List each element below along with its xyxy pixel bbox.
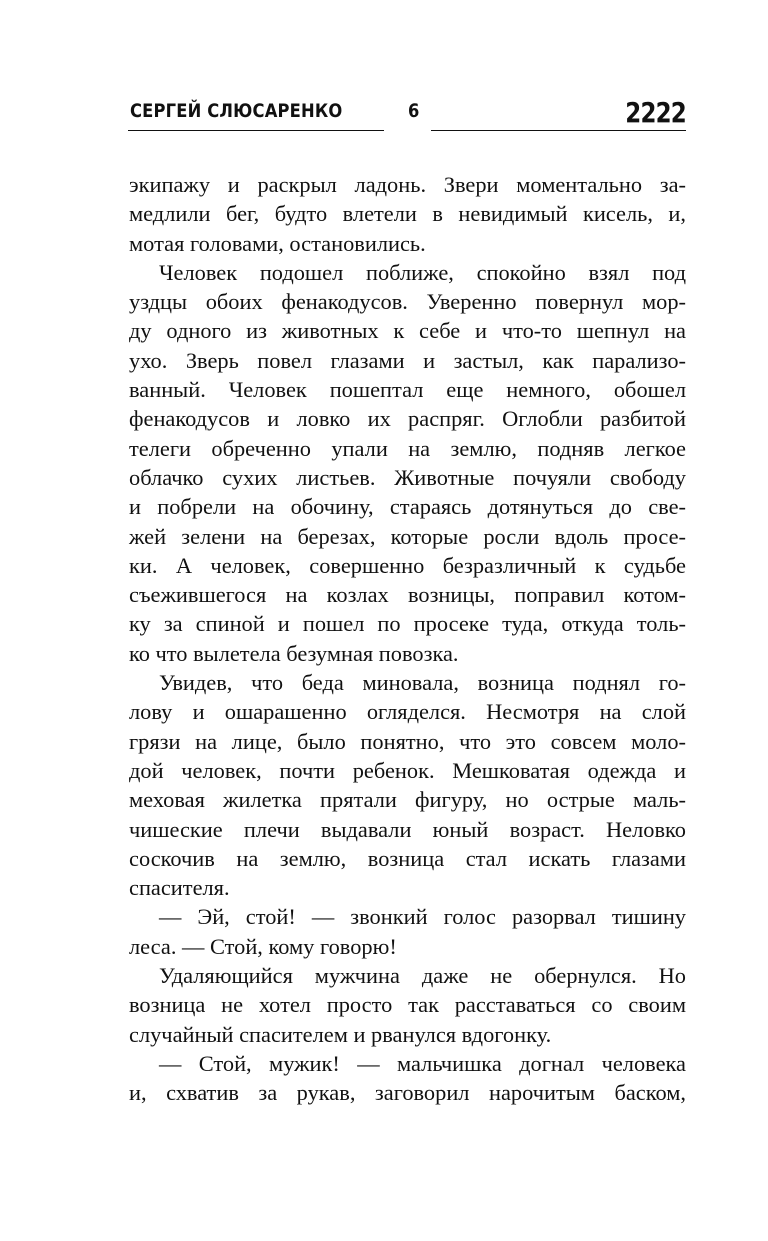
text-line: ки. А человек, совершенно безразличный к судьбе [129,552,686,578]
text-line: дой человек, почти ребенок. Мешковатая одежда и [129,757,686,783]
text-line: грязи на лице, было понятно, что это совсем моло- [129,728,686,754]
text-line: — Стой, мужик! — мальчишка догнал человека [159,1050,686,1076]
text-line: медлили бег, будто влетели в невидимый кисель, и, [129,201,686,227]
page-number: 6 [408,100,420,122]
text-line: спасителя. [129,875,230,901]
text-line: Человек подошел поближе, спокойно взял под [159,259,686,285]
text-line: леса. — Стой, кому говорю! [129,933,397,959]
header-rule-left [128,130,384,131]
text-line: съежившегося на козлах возницы, поправил котом- [129,582,686,608]
text-line: Увидев, что беда миновала, возница поднял го- [159,670,686,696]
running-head-author: СЕРГЕЙ СЛЮСАРЕНКО [130,100,343,122]
text-line: фенакодусов и ловко их распряг. Оглобли разбитой [129,406,686,432]
text-line: Удаляющийся мужчина даже не обернулся. Но [159,963,686,989]
text-line: ухо. Зверь повел глазами и застыл, как парализо- [129,347,686,373]
text-line: ванный. Человек пошептал еще немного, обошел [129,377,686,403]
text-line: чишеские плечи выдавали юный возраст. Неловко [129,816,686,842]
running-head [128,96,686,136]
text-line: уздцы обоих фенакодусов. Уверенно повернул мор- [129,289,686,315]
text-line: лову и ошарашенно огляделся. Несмотря на слой [129,699,686,725]
text-line: — Эй, стой! — звонкий голос разорвал тишину [159,904,686,930]
text-line: ку за спиной и пошел по просеке туда, откуда толь- [129,611,686,637]
body-text [129,170,686,1108]
text-line: мотая головами, остановились. [129,230,426,256]
text-line: телеги обреченно упали на землю, подняв легкое [129,435,686,461]
header-rule-right [431,130,686,131]
text-line: и побрели на обочину, стараясь дотянуться до све- [129,494,686,520]
text-line: ду одного из животных к себе и что-то шепнул на [129,318,686,344]
text-line: экипажу и раскрыл ладонь. Звери моментально за- [129,172,686,197]
text-line: соскочив на землю, возница стал искать глазами [129,845,686,871]
text-line: меховая жилетка прятали фигуру, но острые маль- [129,787,686,813]
text-line: и, схватив за рукав, заговорил нарочитым баском, [129,1080,686,1106]
text-line: ко что вылетела безумная повозка. [129,640,459,666]
text-line: облачко сухих листьев. Животные почуяли свободу [129,464,686,490]
text-line: возница не хотел просто так расставаться со своим [129,992,686,1018]
text-line: случайный спасителем и рванулся вдогонку. [129,1021,552,1047]
running-head-book-title: 2222 [625,96,686,129]
text-line: жей зелени на березах, которые росли вдоль просе- [129,523,686,549]
